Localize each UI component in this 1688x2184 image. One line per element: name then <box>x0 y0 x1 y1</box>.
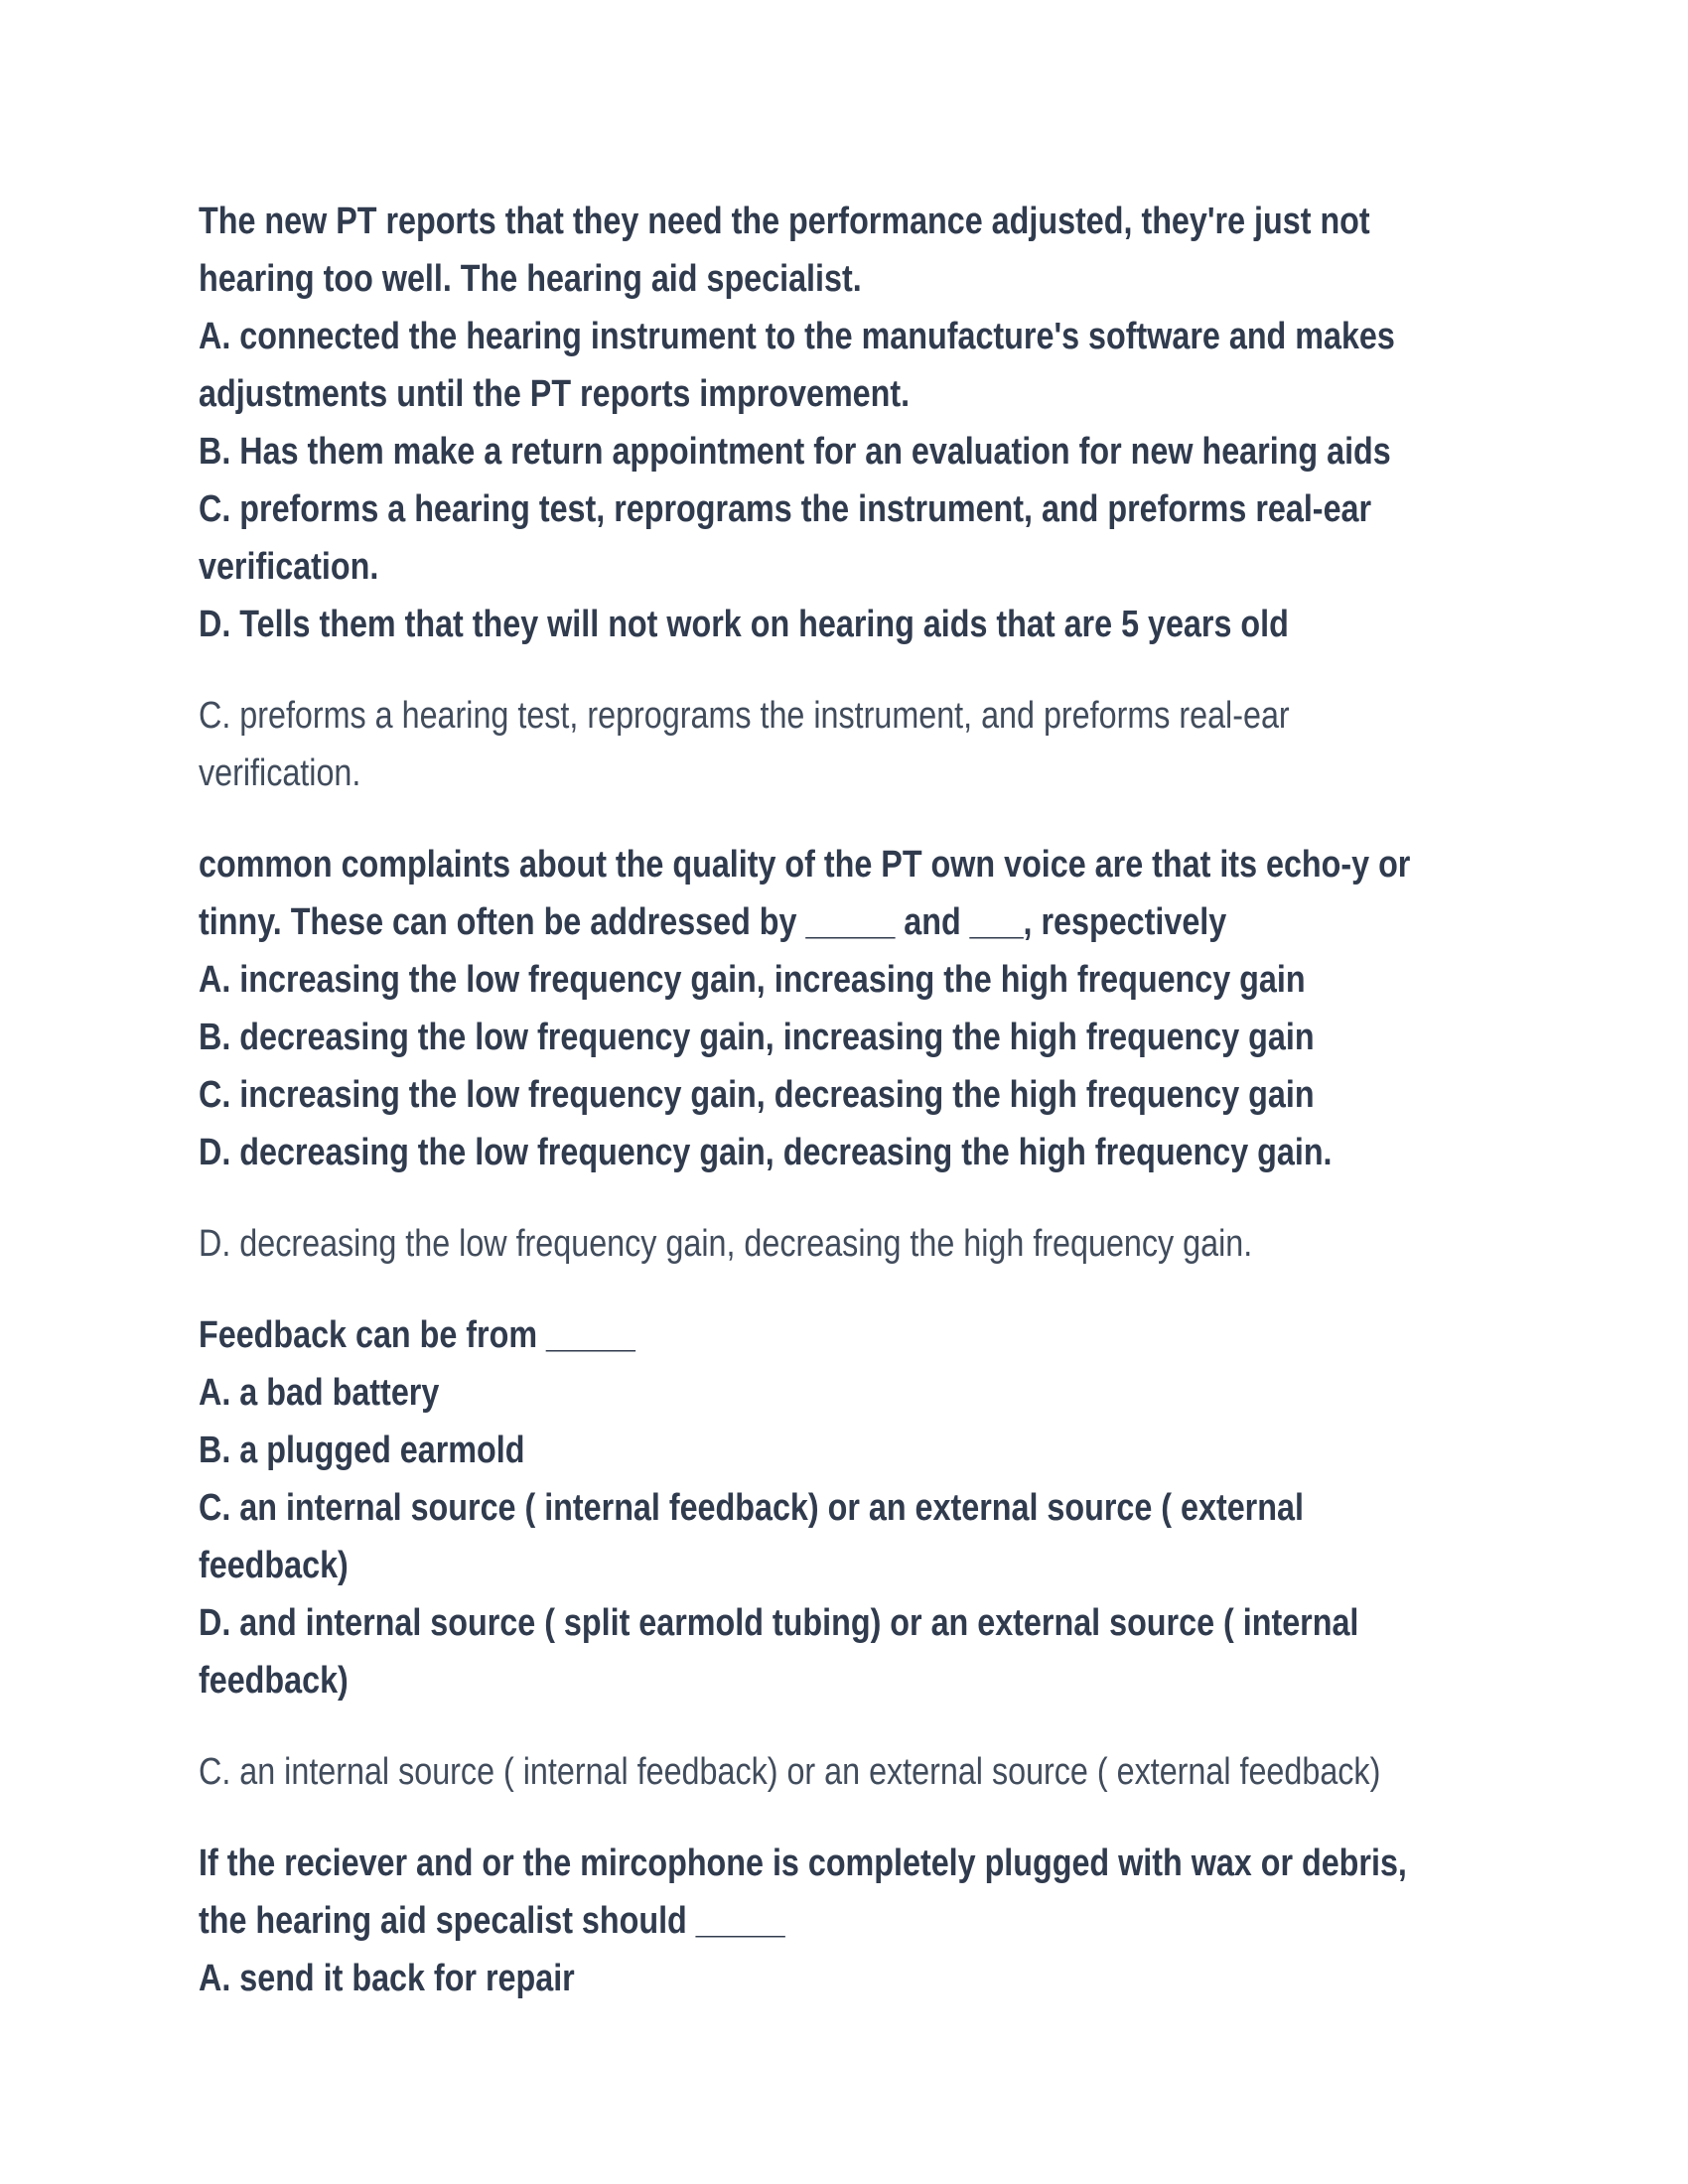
text-line: adjustments until the PT reports improvement. <box>199 373 911 415</box>
text-line: C. preforms a hearing test, reprograms the instrument, and preforms real-ear <box>199 695 1290 737</box>
text-line: the hearing aid specalist should _____ <box>199 1900 785 1942</box>
question-block-1 <box>199 193 1395 653</box>
text-line: D. decreasing the low frequency gain, decreasing the high frequency gain. <box>199 1223 1253 1265</box>
text-line: B. a plugged earmold <box>199 1430 525 1471</box>
text-line: C. preforms a hearing test, reprograms the instrument, and preforms real-ear <box>199 488 1372 530</box>
text-line: If the reciever and or the mircophone is completely plugged with wax or debris, <box>199 1843 1407 1884</box>
text-line: A. send it back for repair <box>199 1958 575 1999</box>
text-line: A. connected the hearing instrument to the manufacture's software and makes <box>199 316 1395 357</box>
text-line: Feedback can be from _____ <box>199 1314 635 1356</box>
text-line: A. increasing the low frequency gain, increasing the high frequency gain <box>199 959 1306 1001</box>
text-line: tinny. These can often be addressed by _____ and ___, respectively <box>199 901 1227 943</box>
text-line: common complaints about the quality of the PT own voice are that its echo-y or <box>199 844 1411 886</box>
text-line: C. an internal source ( internal feedback) or an external source ( external <box>199 1487 1304 1529</box>
text-line: The new PT reports that they need the performance adjusted, they're just not <box>199 201 1370 242</box>
text-line: verification. <box>199 752 361 794</box>
text-line: C. increasing the low frequency gain, decreasing the high frequency gain <box>199 1074 1315 1116</box>
question-block-2 <box>199 836 1411 1181</box>
text-line: D. decreasing the low frequency gain, decreasing the high frequency gain. <box>199 1132 1333 1173</box>
question-block-3 <box>199 1306 1359 1709</box>
answer-block-3 <box>199 1743 1381 1801</box>
text-line: D. and internal source ( split earmold tubing) or an external source ( internal <box>199 1602 1359 1644</box>
text-line: D. Tells them that they will not work on hearing aids that are 5 years old <box>199 604 1289 645</box>
text-line: hearing too well. The hearing aid specialist. <box>199 258 862 300</box>
text-line: feedback) <box>199 1545 349 1586</box>
document-page <box>199 193 1509 2007</box>
text-line: A. a bad battery <box>199 1372 440 1414</box>
text-line: B. decreasing the low frequency gain, increasing the high frequency gain <box>199 1017 1315 1058</box>
answer-block-1 <box>199 687 1313 802</box>
text-line: verification. <box>199 546 379 588</box>
answer-block-2 <box>199 1215 1313 1273</box>
text-line: feedback) <box>199 1660 349 1702</box>
text-line: C. an internal source ( internal feedback) or an external source ( external feedback) <box>199 1751 1381 1793</box>
text-line: B. Has them make a return appointment for an evaluation for new hearing aids <box>199 431 1391 473</box>
question-block-4 <box>199 1835 1407 2007</box>
